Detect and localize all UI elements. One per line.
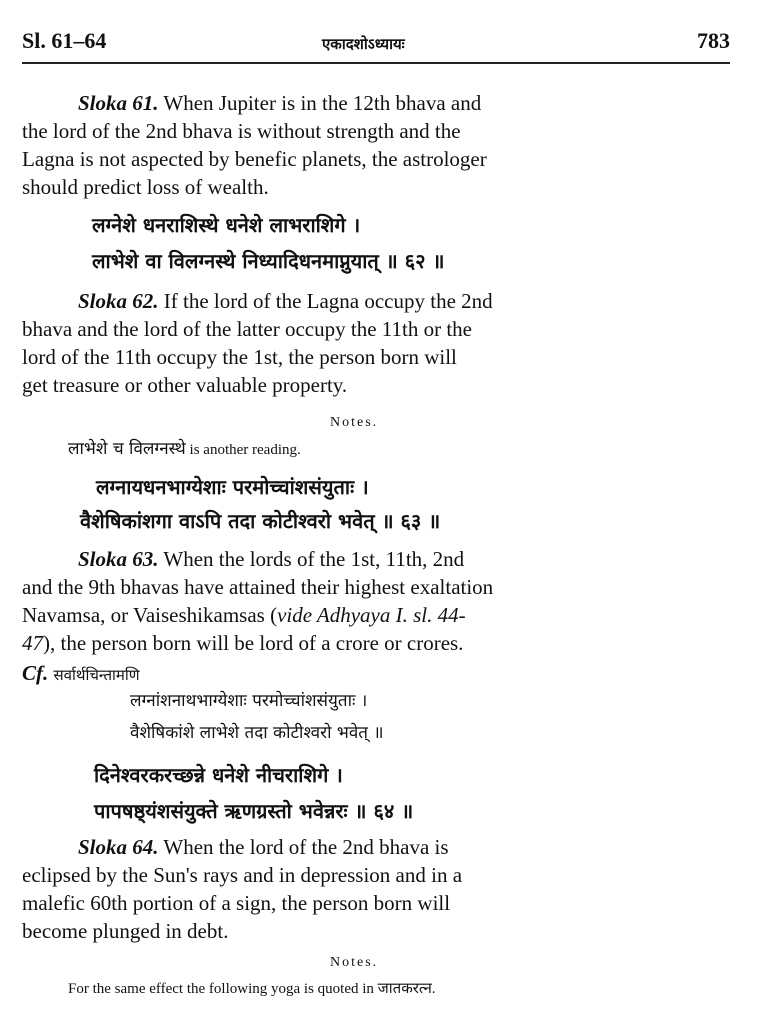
- sloka-63-line-3: [22, 602, 466, 628]
- sloka-61-line-2: the lord of the 2nd bhava is without strength and the: [22, 119, 461, 143]
- notes-heading-2: Notes.: [330, 955, 379, 970]
- notes-1-text: [68, 436, 301, 463]
- cf-verse-line-1: लग्नांशनाथभाग्येशाः परमोच्चांशसंयुताः ।: [130, 691, 368, 711]
- sloka-61-label: Sloka 61.: [78, 91, 159, 115]
- notes-2-text: For the same effect the following yoga is quoted in जातकरत्न.: [68, 981, 436, 997]
- sloka-63-text-4b: ), the person born will be lord of a crore or crores.: [43, 631, 464, 655]
- verse-62-line-2: लाभेशे वा विलग्नस्थे निध्यादिधनमाप्नुयात् ॥ ६२ ॥: [92, 249, 445, 273]
- sloka-63-text-3a: Navamsa, or Vaiseshikamsas (: [22, 603, 278, 627]
- page-number: 783: [697, 28, 730, 53]
- sloka-63-text-1: When the lords of the 1st, 11th, 2nd: [163, 547, 465, 571]
- verse-62-line-1: लग्नेशे धनराशिस्थे धनेशे लाभराशिगे ।: [92, 213, 361, 237]
- running-header: [22, 28, 730, 58]
- sloka-63-line-2: and the 9th bhavas have attained their highest exaltation: [22, 575, 494, 599]
- sloka-62-line-4: get treasure or other valuable property.: [22, 373, 348, 397]
- sloka-63-line-1: [78, 546, 464, 572]
- sloka-63-line-4: [22, 630, 463, 656]
- sloka-61-text-1: When Jupiter is in the 12th bhava and: [163, 91, 482, 115]
- sloka-63-ref-italic: vide Adhyaya I. sl. 44-: [277, 603, 466, 627]
- cf-label: Cf.: [22, 661, 49, 685]
- sloka-61-line-3: Lagna is not aspected by benefic planets, the astrologer: [22, 147, 487, 171]
- header-rule: [22, 62, 730, 64]
- verse-63-line-1: लग्नायधनभाग्येशाः परमोच्चांशसंयुताः ।: [96, 475, 369, 499]
- cf-line: [22, 660, 140, 688]
- sloka-61-line-4: should predict loss of wealth.: [22, 175, 269, 199]
- sloka-64-label: Sloka 64.: [78, 835, 159, 859]
- sloka-62-line-2: bhava and the lord of the latter occupy the 11th or the: [22, 317, 472, 341]
- sloka-64-line-4: become plunged in debt.: [22, 919, 229, 943]
- verse-63-line-2: वैशेषिकांशगा वाऽपि तदा कोटीश्वरो भवेत् ॥ ६३ ॥: [80, 509, 441, 533]
- sloka-62-line-1: [78, 288, 493, 314]
- sloka-61-line-1: [78, 90, 481, 116]
- sloka-64-line-2: eclipsed by the Sun's rays and in depression and in a: [22, 863, 463, 887]
- cf-source: सर्वार्थचिन्तामणि: [53, 666, 140, 684]
- sloka-64-text-1: When the lord of the 2nd bhava is: [163, 835, 449, 859]
- sloka-62-line-3: lord of the 11th occupy the 1st, the person born will: [22, 345, 457, 369]
- sloka-range: Sl. 61–64: [22, 28, 107, 53]
- sloka-62-text-1: If the lord of the Lagna occupy the 2nd: [163, 289, 493, 313]
- sloka-64-line-3: malefic 60th portion of a sign, the person born will: [22, 891, 451, 915]
- verse-64-line-1: दिनेश्वरकरच्छन्ने धनेशे नीचराशिगे ।: [94, 763, 343, 787]
- alt-reading-english: is another reading.: [189, 442, 301, 458]
- sloka-64-line-1: [78, 834, 449, 860]
- notes-heading-1: Notes.: [330, 415, 379, 430]
- sloka-62-label: Sloka 62.: [78, 289, 159, 313]
- sloka-63-ref-italic-end: 47: [22, 631, 43, 655]
- alt-reading-sanskrit: लाभेशे च विलग्नस्थे: [68, 439, 186, 459]
- chapter-title: एकादशोऽध्यायः: [322, 37, 405, 53]
- verse-64-line-2: पापषष्ठ्यंशसंयुक्ते ऋणग्रस्तो भवेन्नरः ॥ ६४ ॥: [94, 799, 414, 823]
- cf-verse-line-2: वैशेषिकांशे लाभेशे तदा कोटीश्वरो भवेत् ॥: [130, 723, 384, 743]
- sloka-63-label: Sloka 63.: [78, 547, 159, 571]
